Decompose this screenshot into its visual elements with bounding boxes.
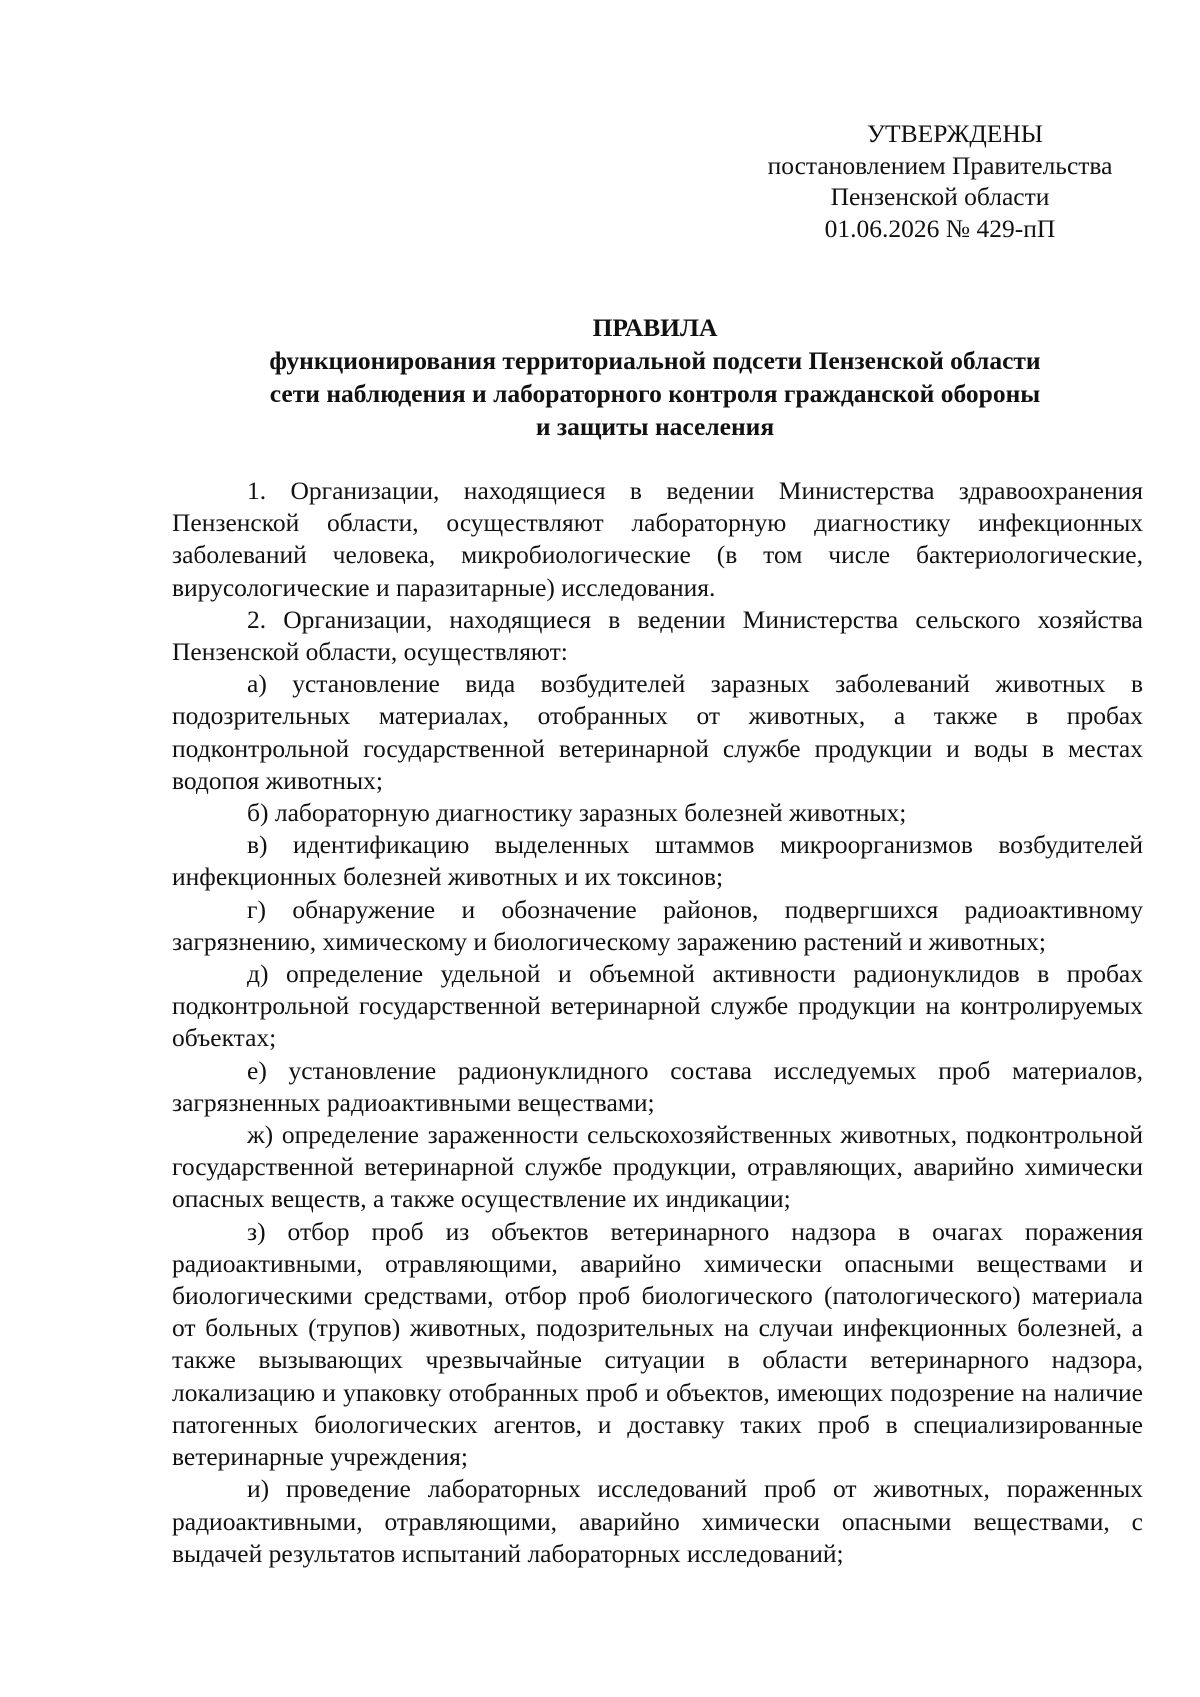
approval-stamp-block [740, 118, 1140, 244]
paragraph-2-item-a: а) установление вида возбудителей заразных заболеваний животных в подозрительных материалах, отобранных от животных, а также в пробах подконтрольной государственной ветеринарной службе продукции и воды в местах водопоя животных; [172, 669, 1143, 795]
title-line-2: сети наблюдения и лабораторного контроля гражданской обороны [269, 379, 1041, 408]
region-label: Пензенской области [830, 182, 1050, 212]
paragraph-2: 2. Организации, находящиеся в ведении Министерства сельского хозяйства Пензенской области, осуществляют: [172, 604, 1143, 667]
approved-label: УТВЕРЖДЕНЫ [867, 119, 1043, 148]
title-line-3: и защиты населения [535, 412, 775, 441]
paragraph-2-item-i: и) проведение лабораторных исследований проб от животных, пораженных радиоактивными, отравляющими, аварийно химически опасными веществами, с выдачей результатов испытаний лабораторных исследований; [172, 1474, 1143, 1568]
paragraph-2-item-g: г) обнаружение и обозначение районов, подвергшихся радиоактивному загрязнению, химическому и биологическому заражению растений и животных; [172, 894, 1143, 956]
paragraph-2-item-b: б) лабораторную диагностику заразных болезней животных; [247, 798, 907, 828]
paragraph-2-item-e: е) установление радионуклидного состава исследуемых проб материалов, загрязненных радиоактивными веществами; [172, 1055, 1143, 1117]
resolution-label: постановлением Правительства [767, 150, 1113, 180]
document-body [172, 475, 1143, 1570]
title-line-1: функционирования территориальной подсети Пензенской области [269, 346, 1041, 375]
paragraph-1: 1. Организации, находящиеся в ведении Министерства здравоохранения Пензенской области, осуществляют лабораторную диагностику инфекционных заболеваний человека, микробиологические (в том числе бактериологические, вирусологические и паразитарные) исследования. [172, 476, 1143, 602]
resolution-date-number: 01.06.2026 № 429-пП [824, 213, 1056, 243]
title-heading: ПРАВИЛА [592, 313, 718, 342]
document-title [170, 311, 1140, 443]
paragraph-2-item-v: в) идентификацию выделенных штаммов микроорганизмов возбудителей инфекционных болезней животных и их токсинов; [172, 830, 1143, 892]
paragraph-2-item-d: д) определение удельной и объемной активности радионуклидов в пробах подконтрольной государственной ветеринарной службе продукции на контролируемых объектах; [172, 959, 1143, 1053]
paragraph-2-item-zh: ж) определение зараженности сельскохозяйственных животных, подконтрольной государственной ветеринарной службе продукции, отравляющих, аварийно химически опасных веществ, а также осуществление их индикации; [172, 1120, 1143, 1214]
paragraph-2-item-z: з) отбор проб из объектов ветеринарного надзора в очагах поражения радиоактивными, отравляющими, аварийно химически опасными веществами и биологическими средствами, отбор проб биологического (патологического) материала от больных (трупов) животных, подозрительных на случаи инфекционных болезней, а также вызывающих чрезвычайные ситуации в области ветеринарного надзора, локализацию и упаковку отобранных проб и объектов, имеющих подозрение на наличие патогенных биологических агентов, и доставку таких проб в специализированные ветеринарные учреждения; [172, 1216, 1143, 1472]
